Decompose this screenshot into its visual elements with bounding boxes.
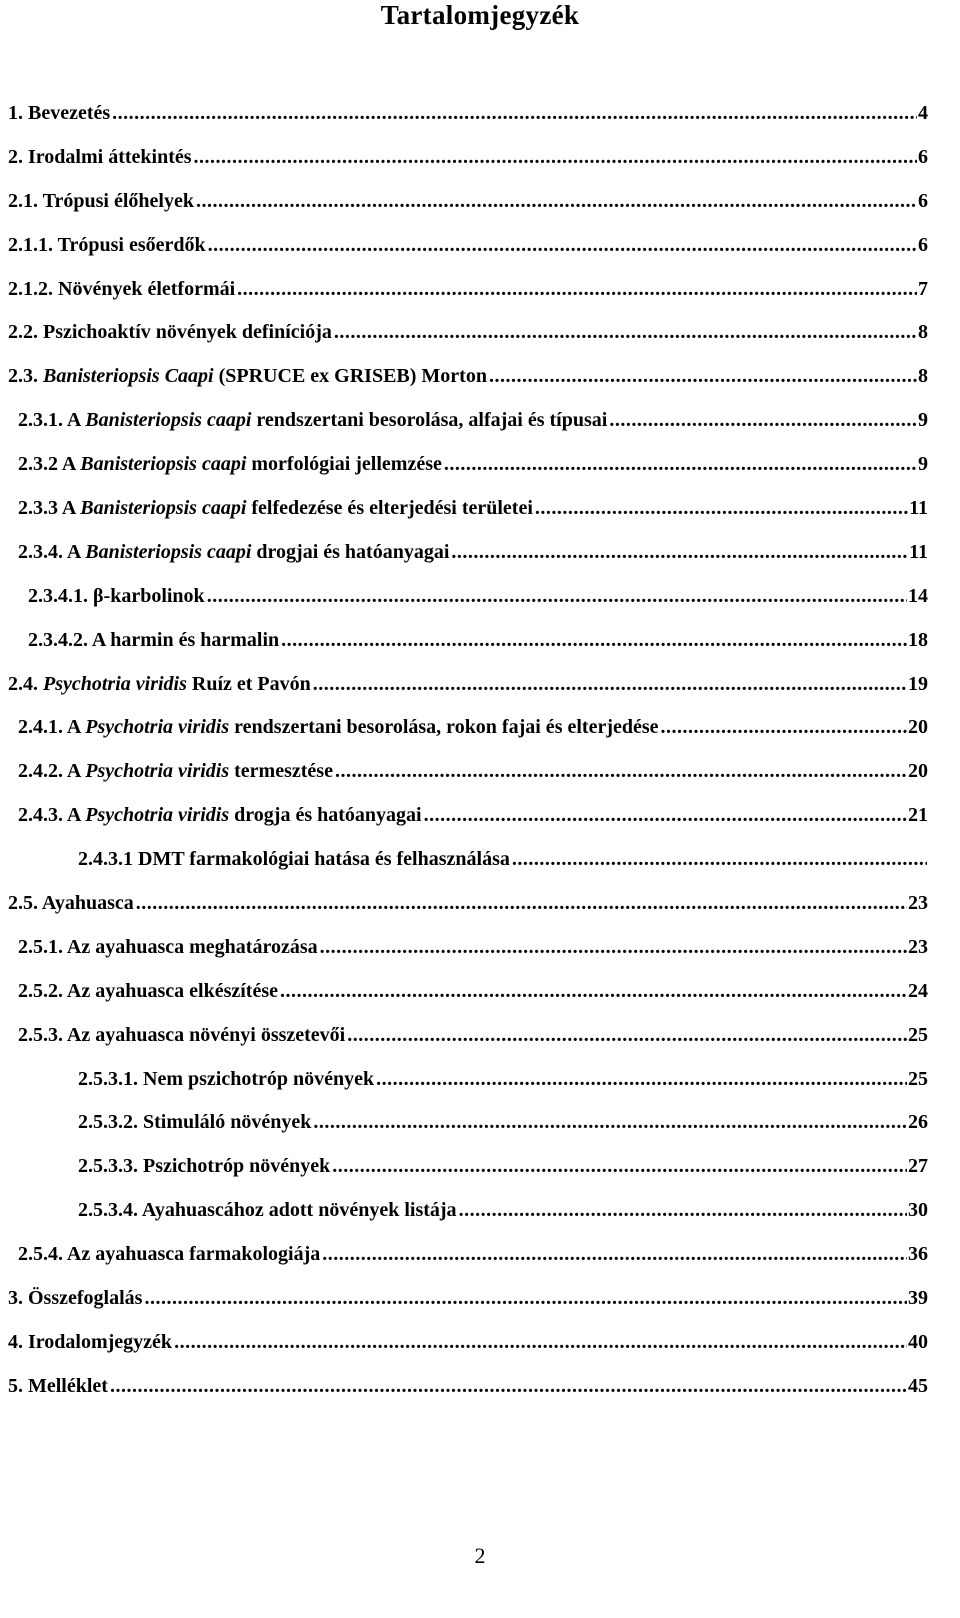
dot-leader [459, 1198, 907, 1222]
toc-entry-page: 8 [918, 365, 928, 388]
toc-entry-2-5-3-3[interactable] [8, 1154, 928, 1198]
toc-entry-label: 2.3. Banisteriopsis Caapi (SPRUCE ex GRISEB) Morton [8, 365, 487, 388]
toc-entry-page: 6 [918, 233, 928, 256]
dot-leader [207, 584, 907, 608]
toc-entry-page: 20 [908, 760, 928, 783]
dot-leader [112, 101, 917, 125]
toc-entry-2-5-3-1[interactable] [8, 1067, 928, 1111]
toc-entry-label: 2.5.3.2. Stimuláló növények [78, 1111, 312, 1134]
toc-entry-label: 2.1. Trópusi élőhelyek [8, 189, 194, 212]
toc-entry-2-1[interactable] [8, 189, 928, 233]
toc-entry-2-5-3-2[interactable] [8, 1110, 928, 1154]
dot-leader [489, 364, 917, 388]
toc-entry-2-5-3[interactable] [8, 1023, 928, 1067]
toc-entry-page: 6 [918, 189, 928, 212]
dot-leader [376, 1067, 907, 1091]
toc-entry-page: 24 [908, 979, 928, 1002]
toc-entry-page: 25 [908, 1023, 928, 1046]
dot-leader [110, 1374, 907, 1398]
toc-entry-2-3-1[interactable] [8, 408, 928, 452]
toc-entry-2-5-1[interactable] [8, 935, 928, 979]
toc-entry-label: 2.3.4.1. β-karbolinok [28, 584, 205, 607]
toc-entry-label: 2.4.2. A Psychotria viridis termesztése [18, 760, 333, 783]
dot-leader [196, 189, 917, 213]
toc-entry-page: 23 [908, 892, 928, 915]
dot-leader [609, 408, 917, 432]
toc-entry-page: 11 [909, 497, 928, 520]
toc-entry-2-3-3[interactable] [8, 496, 928, 540]
dot-leader [136, 891, 907, 915]
toc-entry-page: 27 [908, 1155, 928, 1178]
dot-leader [280, 979, 907, 1003]
dot-leader [332, 1154, 907, 1178]
toc-entry-label: 1. Bevezetés [8, 102, 111, 124]
toc-entry-page: 7 [918, 277, 928, 300]
toc-entry-2-3[interactable] [8, 364, 928, 408]
toc-entry-page: 23 [908, 935, 928, 958]
toc-entry-page: 45 [908, 1374, 928, 1397]
toc-entry-page: 30 [908, 1199, 928, 1222]
toc-entry-page: 36 [908, 1243, 928, 1266]
toc-entry-3[interactable] [8, 1286, 928, 1330]
dot-leader [174, 1330, 907, 1354]
toc-entry-page: 14 [908, 584, 928, 607]
dot-leader [313, 1110, 907, 1134]
dot-leader [194, 145, 917, 169]
toc-entry-label: 2.4.3.1 DMT farmakológiai hatása és felhasználása [78, 848, 510, 871]
toc-entry-page: 19 [908, 672, 928, 695]
toc-entry-label: 2.3.2 A Banisteriopsis caapi morfológiai jellemzése [18, 453, 442, 476]
dot-leader [322, 1242, 907, 1266]
toc-entry-page: 9 [918, 409, 928, 432]
toc-entry-page: 25 [908, 1067, 928, 1090]
toc-entry-label: 2.5.1. Az ayahuasca meghatározása [18, 935, 318, 958]
dot-leader [335, 759, 907, 783]
toc-entry-2-3-2[interactable] [8, 452, 928, 496]
toc-entry-2[interactable] [8, 145, 928, 189]
toc-entry-label: 2.5.3.3. Pszichotróp növények [78, 1155, 331, 1178]
dot-leader [661, 715, 907, 739]
toc-entry-page: 8 [918, 321, 928, 344]
toc-entry-2-3-4[interactable] [8, 540, 928, 584]
toc-entry-page: 18 [908, 628, 928, 651]
dot-leader [320, 935, 907, 959]
toc-entry-2-4-1[interactable] [8, 715, 928, 759]
toc-entry-label: 2.1.1. Trópusi esőerdők [8, 233, 206, 256]
toc-entry-2-3-4-1[interactable] [8, 584, 928, 628]
toc-entry-1[interactable] [8, 101, 928, 145]
toc-entry-label: 2. Irodalmi áttekintés [8, 145, 192, 168]
dot-leader [535, 496, 908, 520]
toc-entry-label: 2.4.1. A Psychotria viridis rendszertani besorolása, rokon fajai és elterjedése [18, 716, 659, 739]
toc-entry-2-4-3-1[interactable] [8, 847, 928, 891]
toc-entry-2-4-3[interactable] [8, 803, 928, 847]
toc-entry-5[interactable] [8, 1374, 928, 1418]
dot-leader [313, 672, 907, 696]
dot-leader [208, 233, 917, 257]
dot-leader [512, 847, 927, 871]
toc-entry-2-4-2[interactable] [8, 759, 928, 803]
toc-entry-2-1-2[interactable] [8, 277, 928, 321]
dot-leader [281, 628, 907, 652]
toc-entry-label: 3. Összefoglalás [8, 1287, 143, 1310]
dot-leader [334, 320, 917, 344]
toc-entry-2-1-1[interactable] [8, 233, 928, 277]
toc-entry-2-2[interactable] [8, 320, 928, 364]
dot-leader [444, 452, 917, 476]
toc-entry-label: 2.5.2. Az ayahuasca elkészítése [18, 979, 278, 1002]
toc-entry-page: 21 [908, 804, 928, 827]
toc-entry-label: 2.3.1. A Banisteriopsis caapi rendszertani besorolása, alfajai és típusai [18, 409, 608, 432]
dot-leader [144, 1286, 907, 1310]
toc-entry-page: 6 [918, 145, 928, 168]
toc-entry-2-5[interactable] [8, 891, 928, 935]
toc-entry-label: 2.4.3. A Psychotria viridis drogja és hatóanyagai [18, 804, 422, 827]
dot-leader [347, 1023, 907, 1047]
toc-entry-page: 40 [908, 1330, 928, 1353]
toc-entry-label: 2.3.4.2. A harmin és harmalin [28, 628, 280, 651]
dot-leader [424, 803, 907, 827]
toc-entry-page: 9 [918, 453, 928, 476]
toc-entry-label: 2.3.4. A Banisteriopsis caapi drogjai és hatóanyagai [18, 540, 450, 563]
toc-entry-page: 11 [909, 540, 928, 563]
toc-entry-label: 2.5. Ayahuasca [8, 892, 134, 915]
toc-entry-4[interactable] [8, 1330, 928, 1374]
toc-entry-2-5-2[interactable] [8, 979, 928, 1023]
table-of-contents [8, 101, 928, 1418]
toc-entry-label: 2.5.4. Az ayahuasca farmakologiája [18, 1243, 321, 1266]
toc-entry-label: 2.4. Psychotria viridis Ruíz et Pavón [8, 672, 311, 695]
toc-entry-2-3-4-2[interactable] [8, 628, 928, 672]
toc-entry-page: 4 [918, 102, 928, 124]
toc-entry-2-5-4[interactable] [8, 1242, 928, 1286]
toc-entry-label: 2.5.3. Az ayahuasca növényi összetevői [18, 1023, 346, 1046]
toc-entry-2-5-3-4[interactable] [8, 1198, 928, 1242]
toc-entry-label: 2.5.3.1. Nem pszichotróp növények [78, 1067, 375, 1090]
page-title: Tartalomjegyzék [380, 0, 580, 30]
toc-entry-label: 5. Melléklet [8, 1374, 108, 1397]
toc-entry-label: 2.2. Pszichoaktív növények definíciója [8, 321, 332, 344]
dot-leader [237, 277, 917, 301]
dot-leader [451, 540, 908, 564]
toc-entry-page: 26 [908, 1111, 928, 1134]
toc-entry-label: 4. Irodalomjegyzék [8, 1330, 173, 1353]
toc-entry-page: 20 [908, 716, 928, 739]
toc-entry-label: 2.5.3.4. Ayahuascához adott növények listája [78, 1199, 457, 1222]
toc-entry-page: 39 [908, 1287, 928, 1310]
toc-entry-2-4[interactable] [8, 672, 928, 716]
toc-entry-label: 2.3.3 A Banisteriopsis caapi felfedezése és elterjedési területei [18, 497, 533, 520]
toc-entry-label: 2.1.2. Növények életformái [8, 277, 236, 300]
page-number: 2 [474, 1543, 486, 1568]
